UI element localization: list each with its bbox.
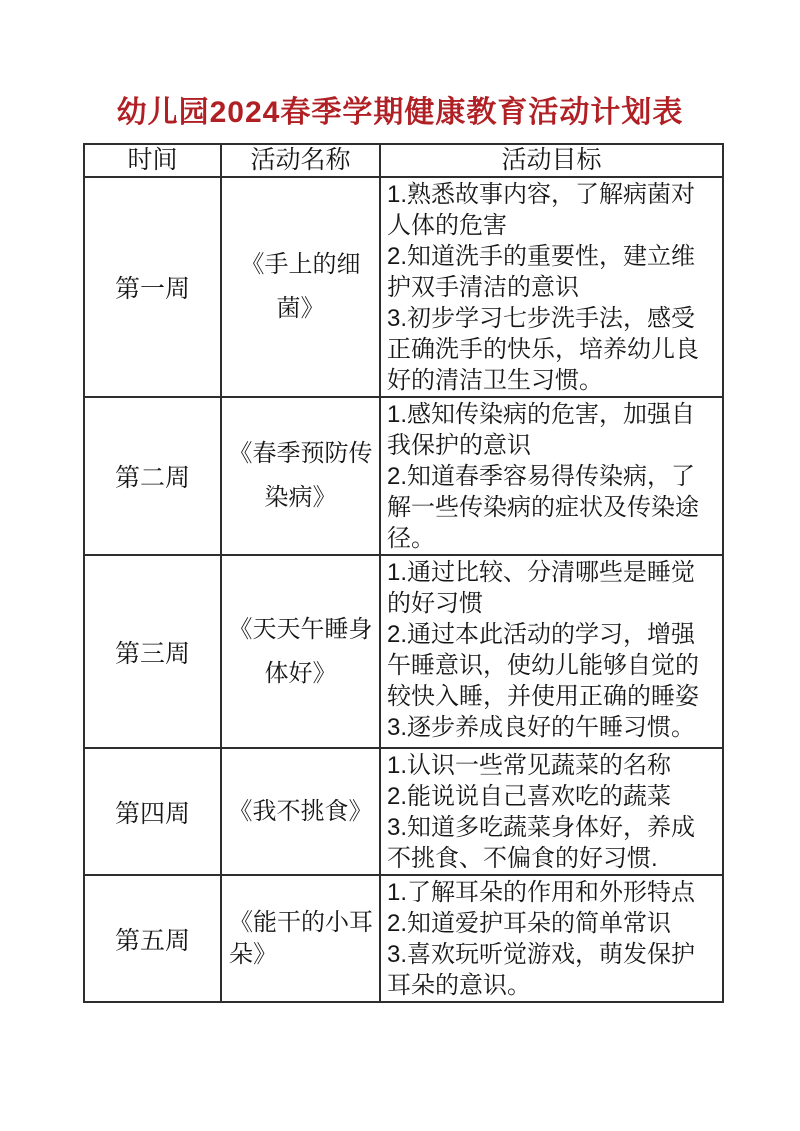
goal-item: 2.通过本此活动的学习，增强午睡意识，使幼儿能够自觉的较快入睡，并使用正确的睡姿 3.逐步养成良好的午睡习惯。 — [387, 621, 699, 741]
activity-name: 《手上的细菌》 — [221, 177, 380, 397]
goal-item: 1.熟悉故事内容，了解病菌对人体的危害 — [387, 181, 696, 239]
goal-item: 3.知道多吃蔬菜身体好，养成不挑食、不偏食的好习惯. — [387, 814, 696, 872]
activity-name: 《能干的小耳朵》 — [221, 875, 380, 1002]
table-row-week5 — [84, 875, 723, 1002]
week-label: 第四周 — [84, 748, 221, 875]
table-row-week1 — [84, 177, 723, 397]
activity-name: 《春季预防传染病》 — [221, 397, 380, 555]
week-label: 第五周 — [84, 875, 221, 1002]
goal-item: 2.知道爱护耳朵的简单常识 — [387, 910, 672, 937]
activity-plan-table — [83, 143, 724, 1003]
goal-item: 2.能说说自己喜欢吃的蔬菜 — [387, 783, 672, 810]
column-header-goals: 活动目标 — [380, 144, 723, 177]
goal-item: 1.感知传染病的危害，加强自我保护的意识 — [387, 401, 696, 459]
goal-item: 3.喜欢玩听觉游戏，萌发保护耳朵的意识。 — [387, 941, 696, 999]
activity-goals — [380, 397, 723, 555]
week-label: 第二周 — [84, 397, 221, 555]
goal-item: 1.认识一些常见蔬菜的名称 — [387, 752, 672, 779]
goal-item: 2.知道洗手的重要性，建立维护双手清洁的意识 — [387, 243, 696, 301]
activity-goals — [380, 748, 723, 875]
activity-goals — [380, 177, 723, 397]
week-label: 第三周 — [84, 555, 221, 748]
activity-name: 《天天午睡身体好》 — [221, 555, 380, 748]
week-label: 第一周 — [84, 177, 221, 397]
activity-goals — [380, 875, 723, 1002]
column-header-time: 时间 — [84, 144, 221, 177]
goal-item: 2.知道春季容易得传染病，了解一些传染病的症状及传染途径。 — [387, 463, 699, 552]
table-row-week3 — [84, 555, 723, 748]
activity-name: 《我不挑食》 — [221, 748, 380, 875]
activity-goals — [380, 555, 723, 748]
table-header-row — [84, 144, 723, 177]
page-title: 幼儿园2024春季学期健康教育活动计划表 — [116, 96, 684, 129]
goal-item: 1.了解耳朵的作用和外形特点 — [387, 879, 696, 906]
table-row-week4 — [84, 748, 723, 875]
goal-item: 1.通过比较、分清哪些是睡觉的好习惯 — [387, 559, 696, 617]
table-row-week2 — [84, 397, 723, 555]
column-header-name: 活动名称 — [221, 144, 380, 177]
goal-item: 3.初步学习七步洗手法，感受正确洗手的快乐，培养幼儿良好的清洁卫生习惯。 — [387, 305, 699, 394]
